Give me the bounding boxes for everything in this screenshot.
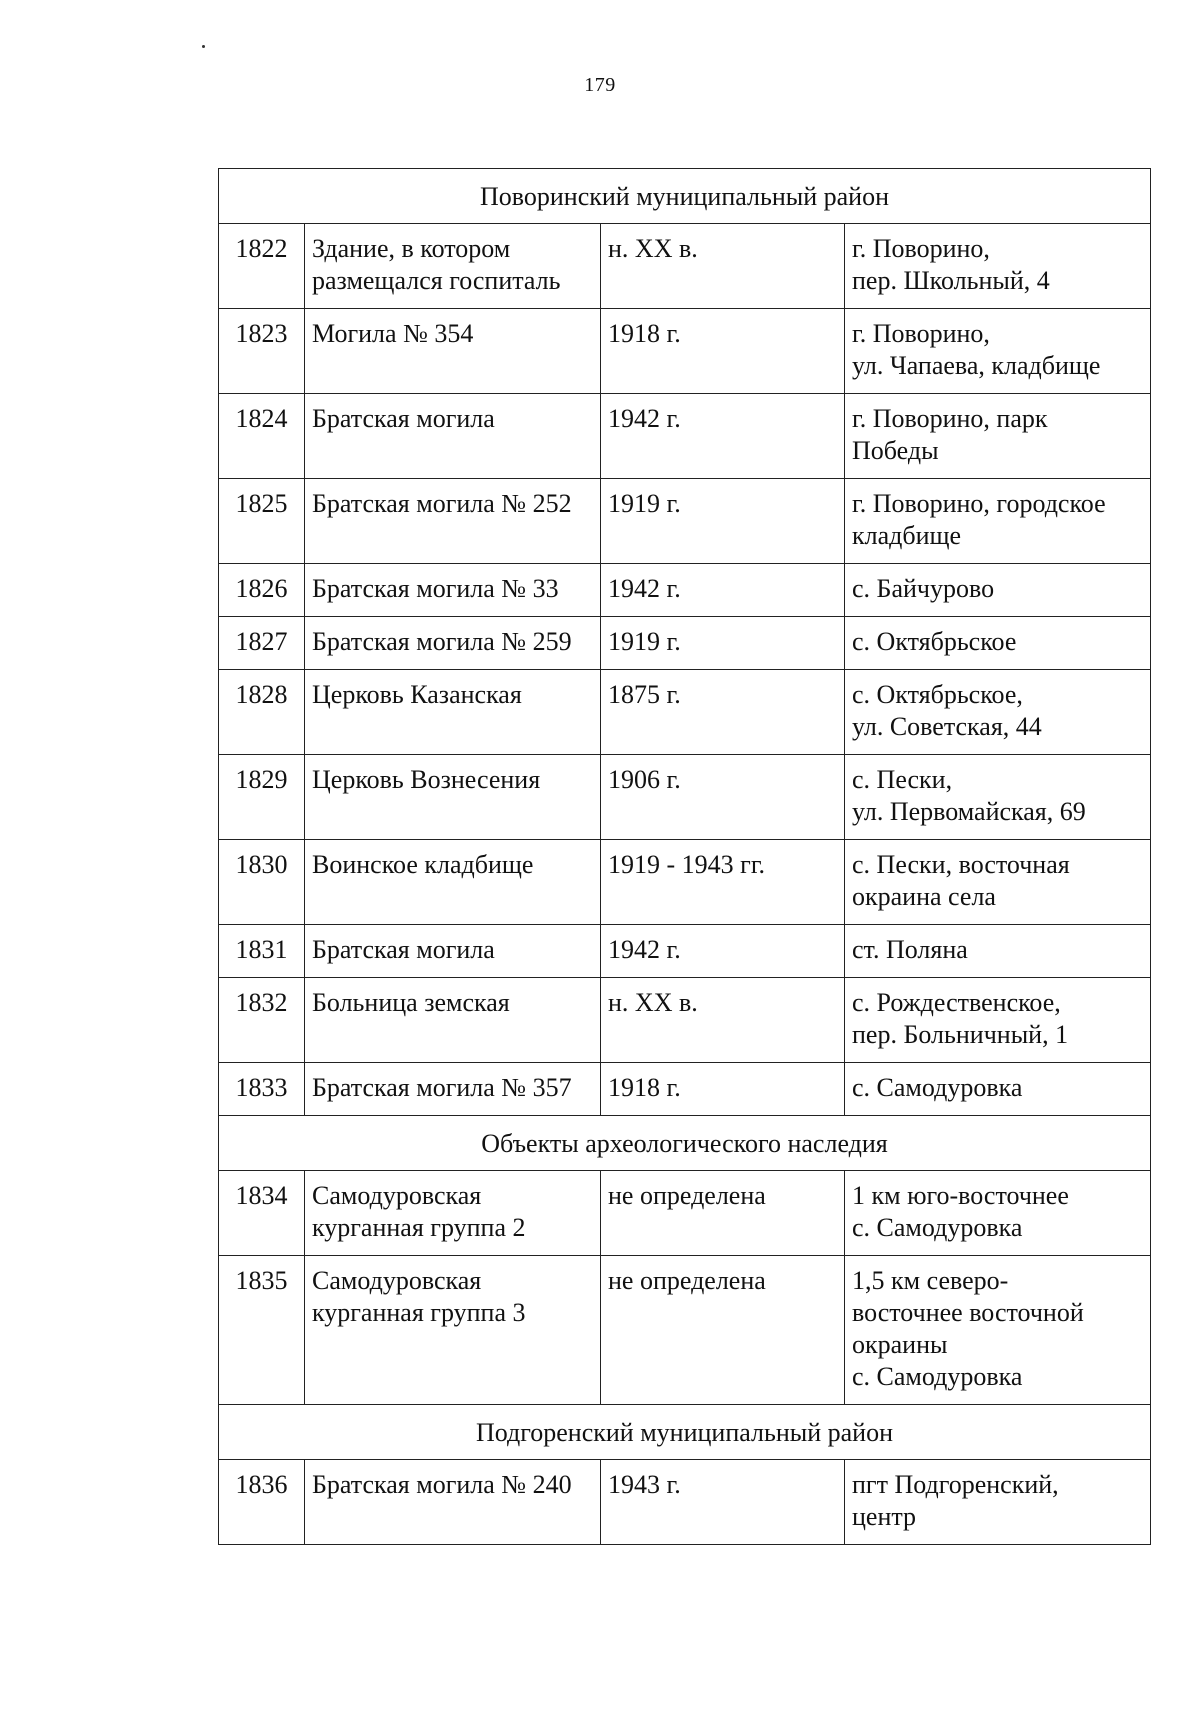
object-location-line: 1,5 км северо- [852,1266,1009,1295]
object-name-line: Братская могила № 240 [312,1470,572,1499]
object-date-line: 1919 г. [608,627,681,656]
object-name-line: Братская могила № 357 [312,1073,572,1102]
object-name-line: курганная группа 3 [312,1298,526,1327]
object-date [601,1171,845,1256]
scan-speck [202,45,205,48]
registry-number: 1826 [219,564,305,617]
object-location [845,1063,1151,1116]
section-header-row [219,169,1151,224]
registry-number: 1829 [219,755,305,840]
table-row [219,1256,1151,1405]
section-header-row [219,1405,1151,1460]
object-name-line: Братская могила № 259 [312,627,572,656]
object-date-line: не определена [608,1266,766,1295]
object-name-line: Церковь Казанская [312,680,522,709]
object-date-line: 1943 г. [608,1470,681,1499]
registry-number: 1825 [219,479,305,564]
object-date-line: 1942 г. [608,574,681,603]
object-name-line: Братская могила № 33 [312,574,559,603]
object-date [601,564,845,617]
object-date [601,479,845,564]
object-location-line: 1 км юго-восточнее [852,1181,1069,1210]
registry-number: 1823 [219,309,305,394]
object-location [845,978,1151,1063]
object-name-line: Братская могила [312,404,495,433]
table-row [219,670,1151,755]
table-row [219,1460,1151,1545]
object-date-line: 1918 г. [608,319,681,348]
object-date-line: 1942 г. [608,404,681,433]
registry-number: 1832 [219,978,305,1063]
object-location-line: г. Поворино, парк [852,404,1048,433]
table-row [219,394,1151,479]
page-number: 179 [584,74,616,96]
object-name-line: Здание, в котором [312,234,511,263]
section-title: Поворинский муниципальный район [219,169,1151,224]
object-location-line: ул. Советская, 44 [852,712,1042,741]
object-location [845,564,1151,617]
object-location [845,840,1151,925]
object-date [601,1256,845,1405]
object-name-line: размещался госпиталь [312,266,561,295]
object-date [601,394,845,479]
object-location-line: с. Пески, восточная [852,850,1070,879]
table-row [219,1063,1151,1116]
object-date-line: н. XX в. [608,988,698,1017]
object-location-line: пер. Школьный, 4 [852,266,1050,295]
object-date [601,840,845,925]
section-header-row [219,1116,1151,1171]
object-date [601,1063,845,1116]
object-date [601,309,845,394]
object-date [601,1460,845,1545]
object-name-line: Самодуровская [312,1266,482,1295]
object-location [845,224,1151,309]
object-name-line: курганная группа 2 [312,1213,526,1242]
object-location-line: окраины [852,1330,948,1359]
registry-number: 1831 [219,925,305,978]
table-row [219,479,1151,564]
object-location-line: пер. Больничный, 1 [852,1020,1069,1049]
object-location-line: с. Рождественское, [852,988,1061,1017]
object-location-line: ст. Поляна [852,935,968,964]
object-name [305,1460,601,1545]
object-location [845,1171,1151,1256]
object-date-line: 1919 г. [608,489,681,518]
table-row [219,309,1151,394]
object-location [845,1256,1151,1405]
heritage-registry-table [218,168,1151,1545]
object-name [305,1171,601,1256]
registry-number: 1827 [219,617,305,670]
object-date [601,617,845,670]
object-location-line: с. Самодуровка [852,1073,1023,1102]
object-location-line: окраина села [852,882,996,911]
registry-number: 1822 [219,224,305,309]
object-location-line: ул. Первомайская, 69 [852,797,1086,826]
object-name [305,394,601,479]
object-date-line: 1942 г. [608,935,681,964]
object-date-line: не определена [608,1181,766,1210]
object-name [305,224,601,309]
section-title: Объекты археологического наследия [219,1116,1151,1171]
object-name [305,564,601,617]
object-location-line: Победы [852,436,939,465]
registry-number: 1824 [219,394,305,479]
object-name [305,479,601,564]
table-row [219,925,1151,978]
object-location-line: кладбище [852,521,962,550]
object-name [305,309,601,394]
object-location [845,394,1151,479]
table-row [219,840,1151,925]
object-location [845,1460,1151,1545]
object-date-line: 1918 г. [608,1073,681,1102]
object-location-line: г. Поворино, городское [852,489,1106,518]
object-name-line: Могила № 354 [312,319,474,348]
registry-number: 1830 [219,840,305,925]
object-location-line: г. Поворино, [852,234,990,263]
object-name [305,617,601,670]
object-name [305,978,601,1063]
registry-number: 1835 [219,1256,305,1405]
object-name-line: Братская могила № 252 [312,489,572,518]
object-location [845,925,1151,978]
object-location-line: восточнее восточной [852,1298,1084,1327]
object-location [845,670,1151,755]
object-location-line: с. Самодуровка [852,1213,1023,1242]
object-name-line: Воинское кладбище [312,850,534,879]
object-location-line: г. Поворино, [852,319,990,348]
object-location-line: с. Октябрьское, [852,680,1023,709]
object-name [305,755,601,840]
object-location [845,755,1151,840]
registry-body [219,169,1151,1545]
object-date-line: н. XX в. [608,234,698,263]
object-location [845,479,1151,564]
object-date-line: 1919 - 1943 гг. [608,850,766,879]
object-location [845,617,1151,670]
object-date-line: 1875 г. [608,680,681,709]
object-name-line: Больница земская [312,988,510,1017]
object-date [601,224,845,309]
object-location-line: с. Октябрьское [852,627,1017,656]
object-location-line: ул. Чапаева, кладбище [852,351,1101,380]
object-location-line: пгт Подгоренский, [852,1470,1059,1499]
object-date [601,670,845,755]
object-location-line: центр [852,1502,917,1531]
registry-number: 1833 [219,1063,305,1116]
object-name [305,670,601,755]
object-name [305,1063,601,1116]
table-row [219,617,1151,670]
object-location-line: с. Самодуровка [852,1362,1023,1391]
object-date [601,925,845,978]
object-location [845,309,1151,394]
table-row [219,564,1151,617]
object-name [305,840,601,925]
object-date [601,755,845,840]
object-name [305,925,601,978]
object-name-line: Самодуровская [312,1181,482,1210]
object-location-line: с. Пески, [852,765,953,794]
object-name-line: Братская могила [312,935,495,964]
object-name-line: Церковь Вознесения [312,765,541,794]
table-row [219,978,1151,1063]
table-row [219,224,1151,309]
section-title: Подгоренский муниципальный район [219,1405,1151,1460]
registry-number: 1834 [219,1171,305,1256]
table-row [219,1171,1151,1256]
registry-number: 1828 [219,670,305,755]
object-date [601,978,845,1063]
object-date-line: 1906 г. [608,765,681,794]
object-name [305,1256,601,1405]
registry-number: 1836 [219,1460,305,1545]
object-location-line: с. Байчурово [852,574,995,603]
table-row [219,755,1151,840]
